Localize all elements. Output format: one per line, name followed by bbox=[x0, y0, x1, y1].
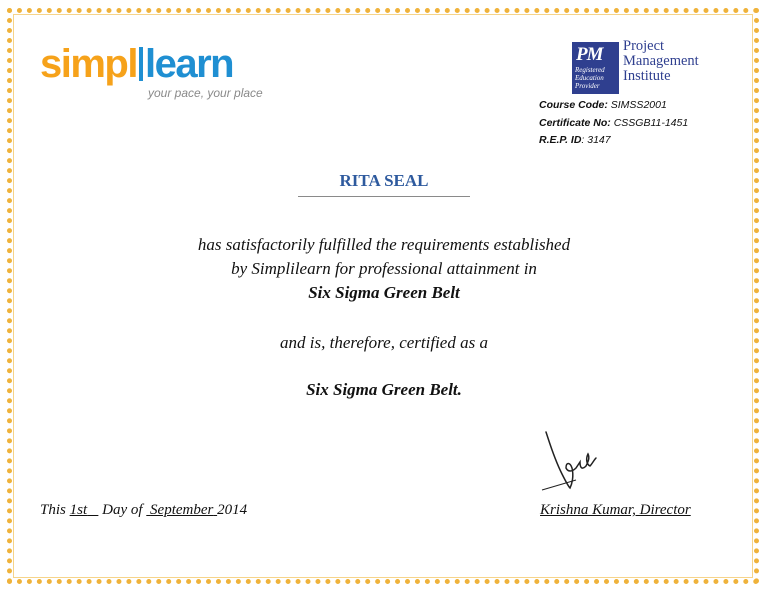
course-code-label: Course Code: bbox=[539, 99, 608, 111]
pmi-badge-line: Education bbox=[575, 74, 604, 82]
rep-id bbox=[539, 132, 688, 150]
body-line-2: by Simplilearn for professional attainment in bbox=[231, 259, 537, 278]
date-day-gap bbox=[87, 502, 98, 518]
date-day: 1st bbox=[69, 502, 88, 518]
pmi-name-line: Management bbox=[623, 53, 699, 69]
signatory-name: Krishna Kumar, Director bbox=[540, 502, 691, 518]
pmi-badge bbox=[572, 42, 619, 94]
certificate-number bbox=[539, 115, 688, 133]
certificate-number-label: Certificate No: bbox=[539, 116, 611, 129]
pmi-name-line: Project bbox=[623, 38, 665, 54]
logo-tagline: your pace, your place bbox=[148, 86, 263, 100]
pmi-name bbox=[623, 39, 699, 84]
date-month: September bbox=[150, 502, 214, 518]
course-title: Six Sigma Green Belt bbox=[308, 283, 460, 302]
issue-date bbox=[40, 502, 247, 519]
recipient-name-underline bbox=[298, 196, 470, 197]
date-middle: Day of bbox=[102, 502, 147, 518]
certificate-codes bbox=[539, 97, 688, 150]
logo-bar bbox=[139, 47, 143, 81]
date-year: 2014 bbox=[217, 502, 248, 518]
rep-id-label: R.E.P. ID bbox=[539, 134, 582, 146]
pmi-badge-line: Registered bbox=[575, 66, 605, 74]
course-code bbox=[539, 97, 688, 115]
pmi-name-line: Institute bbox=[623, 68, 671, 84]
certification-title: Six Sigma Green Belt. bbox=[306, 380, 462, 399]
logo-wordmark bbox=[40, 44, 233, 84]
rep-id-value: : 3147 bbox=[581, 134, 611, 146]
logo-part-learn: learn bbox=[144, 42, 234, 86]
simplilearn-logo bbox=[40, 42, 263, 100]
body-line-1: has satisfactorily fulfilled the requirements established bbox=[197, 235, 571, 254]
body-line-3: and is, therefore, certified as a bbox=[280, 333, 488, 352]
certificate-number-value: CSSGB11-1451 bbox=[613, 116, 689, 129]
logo-part-simpl: simpl bbox=[40, 42, 137, 86]
pmi-badge-line: Provider bbox=[575, 82, 600, 90]
pmi-badge-mark: PM bbox=[576, 44, 603, 65]
pmi-badge-text bbox=[575, 66, 619, 90]
recipient-name: RITA SEAL bbox=[339, 171, 429, 190]
course-code-value: SIMSS2001 bbox=[610, 99, 667, 111]
date-prefix: This bbox=[40, 502, 70, 518]
director-signature bbox=[536, 428, 606, 498]
